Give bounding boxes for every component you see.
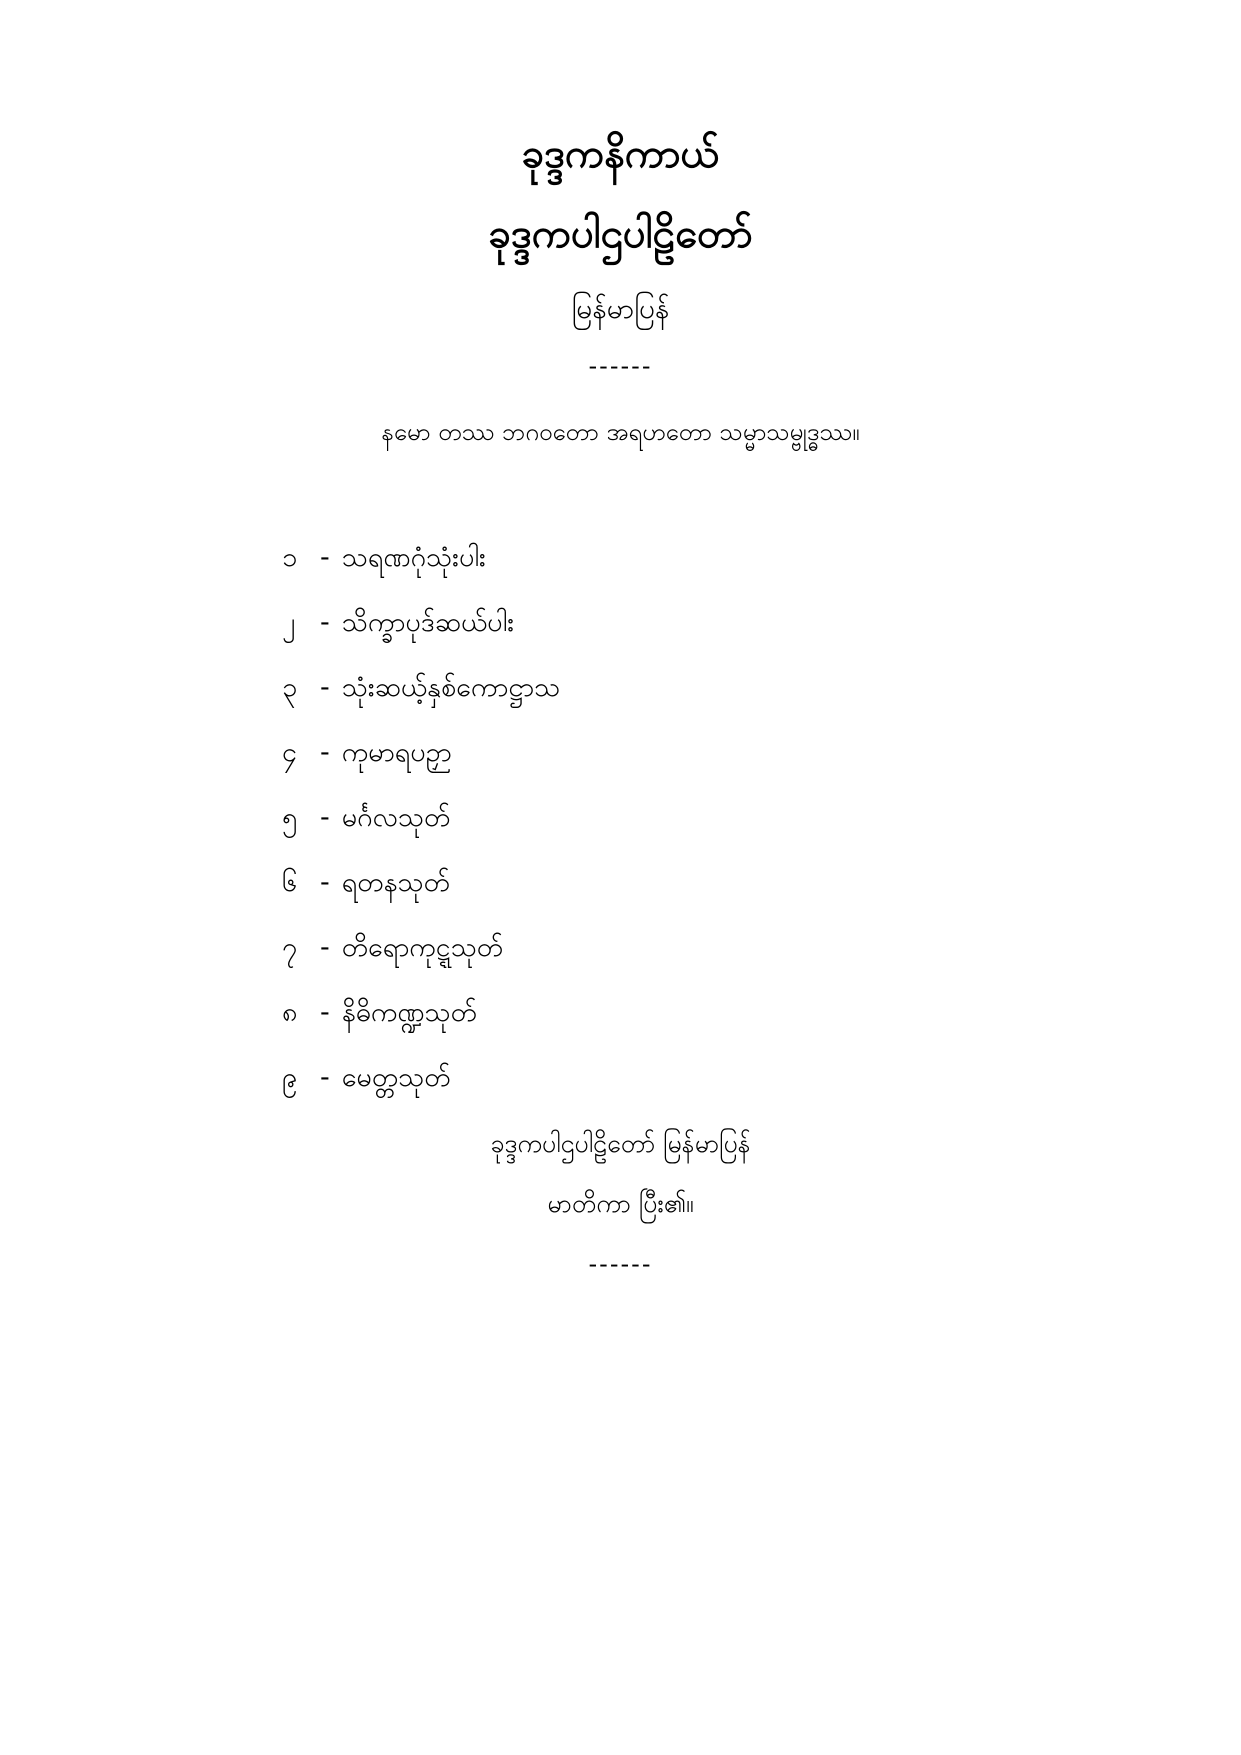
closing-book-name: ခုဒ္ဒကပါဌပါဠိတော် မြန်မာပြန် [490, 1129, 751, 1158]
toc-item-dash: - [320, 1062, 330, 1093]
toc-item [282, 603, 560, 668]
toc-item-dash: - [320, 997, 330, 1028]
toc-item-dash: - [320, 802, 330, 833]
toc-item [282, 863, 560, 928]
closing-statement: မာတိကာ ပြီး၏။ [547, 1189, 694, 1218]
toc-item-title: သိက္ခာပုဒ်ဆယ်ပါး [341, 607, 515, 638]
toc-item [282, 668, 560, 733]
toc-item-number: ၃ [282, 672, 298, 703]
toc-item-title: ကုမာရပဉှာ [341, 737, 452, 768]
toc-item-number: ၄ [282, 737, 298, 768]
toc-item-dash: - [320, 737, 330, 768]
toc-item-dash: - [320, 542, 330, 573]
toc-item-title: ရတနသုတ် [341, 867, 450, 898]
collection-title: ခုဒ္ဒကနိကာယ် [521, 131, 720, 177]
toc-item-title: သုံးဆယ့်နှစ်ကောဋ္ဌာသ [341, 672, 561, 703]
toc-item [282, 1058, 560, 1123]
toc-item-title: မေတ္တသုတ် [341, 1062, 451, 1093]
toc-item [282, 733, 560, 798]
toc-item-dash: - [320, 672, 330, 703]
toc-item [282, 538, 560, 603]
separator-bottom: ------ [588, 1250, 653, 1278]
toc-item-title: သရဏဂုံသုံးပါး [341, 542, 486, 573]
toc-item-dash: - [320, 932, 330, 963]
toc-item-title: မင်္ဂလသုတ် [341, 802, 451, 833]
toc-item-number: ၈ [282, 997, 298, 1028]
toc-item [282, 993, 560, 1058]
homage-line: နမော တဿ ဘဂဝတော အရဟတော သမ္မာသမ္ဗုဒ္ဓဿ။ [381, 418, 860, 446]
separator-top: ------ [588, 352, 653, 380]
book-title: ခုဒ္ဒကပါဌပါဠိတော် [488, 211, 753, 257]
toc-item-number: ၁ [282, 542, 298, 573]
toc-item-dash: - [320, 867, 330, 898]
toc-item-number: ၅ [282, 802, 298, 833]
toc-item-number: ၉ [282, 1062, 298, 1093]
toc-item [282, 798, 560, 863]
toc-item [282, 928, 560, 993]
translation-subtitle: မြန်မာပြန် [571, 292, 670, 325]
toc-item-dash: - [320, 607, 330, 638]
toc-item-number: ၇ [282, 932, 298, 963]
table-of-contents [282, 538, 560, 1123]
toc-item-title: တိရောကုဋ္ဋသုတ် [341, 932, 504, 963]
toc-item-title: နိဓိကဏ္ဍသုတ် [341, 997, 477, 1028]
toc-item-number: ၆ [282, 867, 298, 898]
toc-item-number: ၂ [282, 607, 296, 638]
